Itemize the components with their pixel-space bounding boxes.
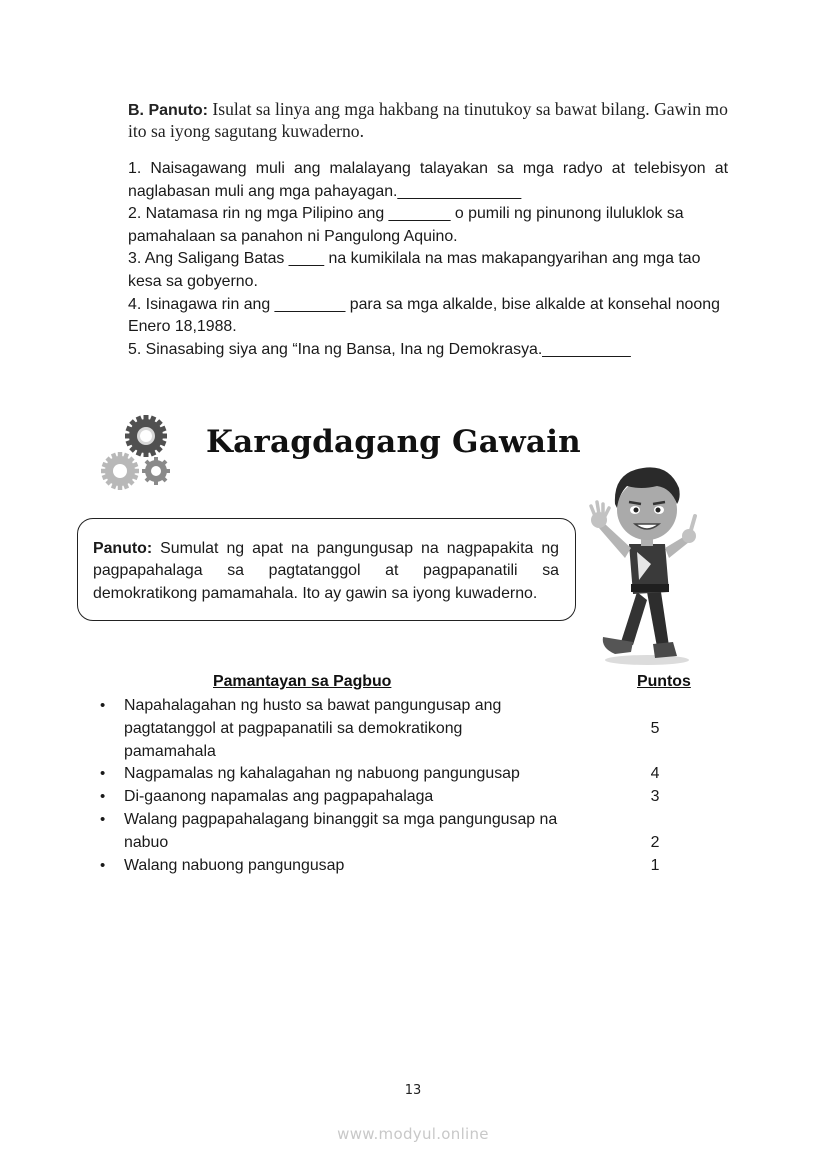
instruction-label: Panuto: bbox=[93, 540, 153, 557]
rubric-points: 5 bbox=[650, 719, 660, 737]
rubric-criteria-header: Pamantayan sa Pagbuo bbox=[213, 673, 392, 690]
rubric-criterion: Nagpamalas ng kahalagahan ng nabuong pangungusap bbox=[124, 765, 520, 783]
question-item: 4. Isinagawa rin ang ________ para sa mga alkalde, bise alkalde at konsehal noong Enero 18,1988. bbox=[128, 295, 720, 336]
rubric-row bbox=[100, 763, 700, 786]
watermark: www.modyul.online bbox=[337, 1125, 489, 1143]
page-number: 13 bbox=[404, 1083, 422, 1098]
section-heading: Karagdagang Gawain bbox=[206, 424, 581, 460]
question-item: 3. Ang Saligang Batas ____ na kumikilala na mas makapangyarihan ang mga tao kesa sa gobyerno. bbox=[128, 250, 701, 290]
gears-icon bbox=[100, 414, 176, 492]
section-b-instructions bbox=[128, 99, 728, 142]
question-item: 5. Sinasabing siya ang “Ina ng Bansa, Ina ng Demokrasya.__________ bbox=[128, 340, 631, 358]
boy-illustration bbox=[585, 452, 705, 668]
rubric-points-header: Puntos bbox=[637, 673, 691, 690]
bullet-icon: • bbox=[100, 810, 106, 828]
question-item: 2. Natamasa rin ng mga Pilipino ang _______ o pumili ng pinunong iluluklok sa pamahalaan sa panahon ni Pangulong Aquino. bbox=[128, 205, 684, 245]
rubric-criterion: Di-gaanong napamalas ang pagpapahalaga bbox=[124, 788, 434, 806]
rubric-row bbox=[100, 786, 700, 809]
gear-small bbox=[142, 457, 170, 485]
gear-light bbox=[101, 452, 139, 490]
section-b-instruction-text: Isulat sa linya ang mga hakbang na tinutukoy sa bawat bilang. Gawin mo ito sa iyong sagutang kuwaderno. bbox=[128, 99, 728, 141]
bullet-icon: • bbox=[100, 788, 106, 806]
question-item: 1. Naisagawang muli ang malalayang talayakan sa mga radyo at telebisyon at naglabasan muli ang mga pahayagan.______________ bbox=[128, 160, 728, 200]
rubric-points: 3 bbox=[650, 788, 660, 806]
rubric-row bbox=[100, 695, 700, 763]
gear-large bbox=[125, 415, 167, 457]
section-b-label: B. Panuto: bbox=[128, 102, 208, 119]
rubric-list bbox=[100, 695, 700, 877]
rubric-row bbox=[100, 809, 700, 855]
rubric-row bbox=[100, 855, 700, 878]
bullet-icon: • bbox=[100, 765, 106, 783]
rubric-points: 4 bbox=[650, 765, 660, 783]
rubric-criterion: Napahalagahan ng husto sa bawat pangungusap ang pagtatanggol at pagpapanatili sa demokratikong pamamahala bbox=[124, 697, 502, 760]
bullet-icon: • bbox=[100, 697, 106, 714]
rubric-points: 2 bbox=[650, 833, 660, 851]
rubric-criterion: Walang pagpapahalagang binanggit sa mga pangungusap na nabuo bbox=[124, 810, 558, 851]
question-list bbox=[128, 158, 728, 361]
rubric-criterion: Walang nabuong pangungusap bbox=[124, 856, 345, 874]
bullet-icon: • bbox=[100, 856, 106, 874]
instruction-box bbox=[77, 518, 576, 621]
rubric-points: 1 bbox=[650, 856, 660, 874]
instruction-text: Sumulat ng apat na pangungusap na nagpapakita ng pagpapahalaga sa pagtatanggol at pagpapanatili sa demokratikong pamamahala. Ito ay gawin sa iyong kuwaderno. bbox=[93, 540, 559, 602]
